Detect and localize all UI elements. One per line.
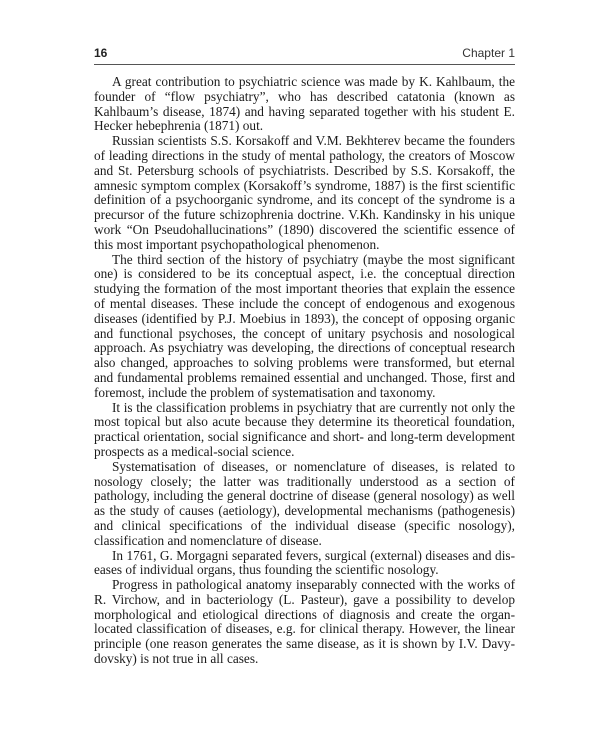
body-text (94, 75, 515, 667)
paragraph: It is the classification problems in psychiatry that are currently not only the most topical but also acute because they determine its theoretical foundation, practical orientation, social significance and short- and long-term development prospects as a medical-social science. (94, 399, 515, 459)
paragraph: Russian scientists S.S. Korsakoff and V.M. Bekhterev became the founders of leading directions in the study of mental pathology, the creators of Moscow and St. Petersburg schools of psychiatrists. Described by S.S. Korsakoff, the amnesic symptom complex (Korsakoff’s syndrome, 1887) is the first scientific definition of a psychoorganic syndrome, and its concept of the syndrome is a precursor of the future schizophrenia doctrine. V.Kh. Kandinsky in his unique work “On Pseudohallucinations” (1890) discovered the scientific essence of this most important psychopathological phenomenon. (94, 133, 515, 252)
running-header (94, 42, 515, 65)
paragraph: Progress in pathological anatomy inseparably connected with the works of R. Virchow, and in bacteriology (L. Pasteur), gave a possibility to develop morphological and etiological directions of diagnosis and create the organ-located classification of diseases, e.g. for clinical therapy. However, the linear principle (one reason generates the same disease, as it is shown by I.V. Davydovsky) is not true in all cases. (94, 577, 515, 667)
paragraph: Systematisation of diseases, or nomenclature of diseases, is related to nosology closely; the latter was traditionally understood as a section of pathology, including the general doctrine of disease (general nosology) as well as the study of causes (aetiology), developmental mechanisms (pathogenesis) and clinical specifications of the individual disease (specific nosology), classification and nomenclature of disease. (94, 458, 515, 548)
chapter-title: Chapter 1 (462, 46, 515, 60)
book-page (94, 42, 515, 667)
paragraph: A great contribution to psychiatric science was made by K. Kahlbaum, the founder of “flow psychiatry”, who has described catatonia (known as Kahlbaum’s disease, 1874) and having separated together with his student E. Hecker hebephrenia (1871) out. (94, 74, 515, 134)
page-number: 16 (94, 46, 108, 60)
paragraph: In 1761, G. Morgagni separated fevers, surgical (external) diseases and diseases of individual organs, thus founding the scientific nosology. (94, 547, 515, 578)
paragraph: The third section of the history of psychiatry (maybe the most significant one) is considered to be its conceptual aspect, i.e. the conceptual direction studying the formation of the most important theories that explain the essence of mental diseases. These include the concept of endogenous and exogenous diseases (identified by P.J. Moebius in 1893), the concept of opposing organic and functional psychoses, the concept of unitary psychosis and nosological approach. As psychiatry was developing, the directions of conceptual research also changed, approaches to solving problems were transformed, but eternal and fundamental problems remained essential and unchanged. Those, first and foremost, include the problem of systematisation and taxonomy. (94, 251, 515, 400)
